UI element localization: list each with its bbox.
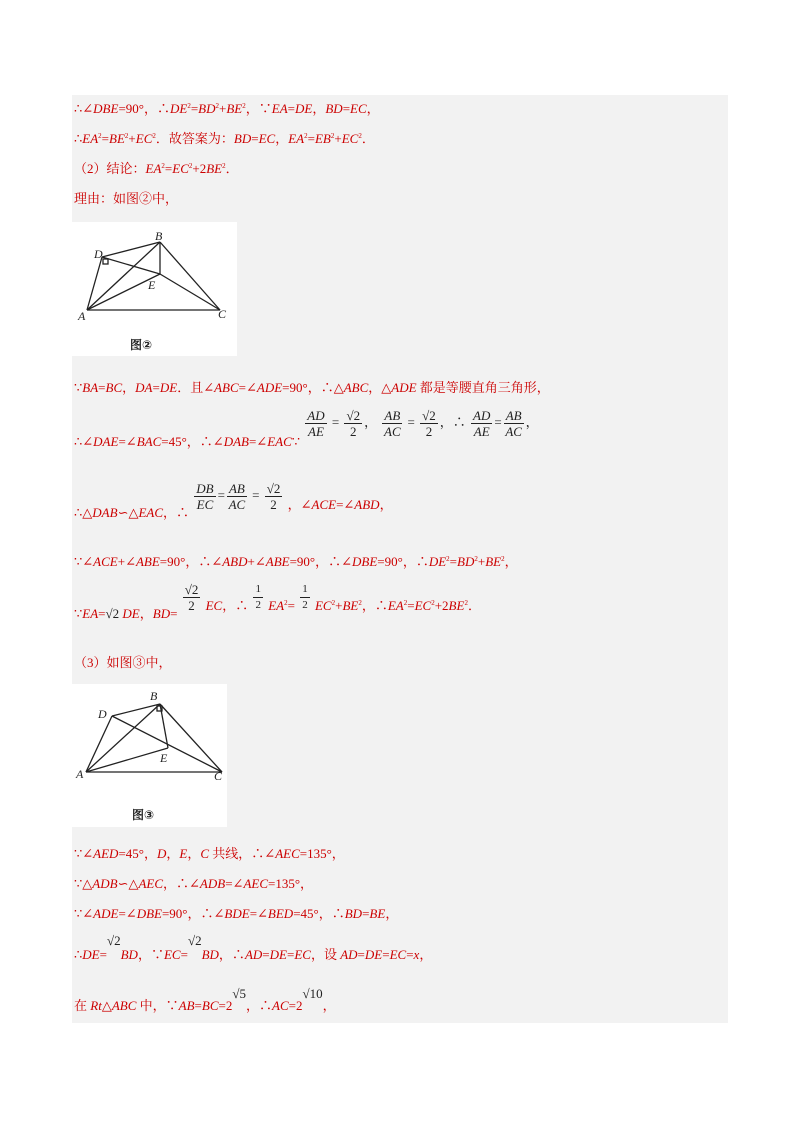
svg-text:C: C [214, 769, 223, 783]
text-line-1: ∴∠DBE=90°，$\therefore DE^2=BD^2+BE^2$，∵EA=DE，BD=EC， [74, 101, 380, 116]
text-line-10: （3）如图③中， [74, 655, 172, 670]
svg-text:A: A [76, 767, 84, 781]
svg-text:E: E [148, 278, 156, 292]
text-line-2: $\therefore EA^2=BE^2+EC^2$．故答案为：BD=EC，$EA^2=EB^2+EC^2$． [74, 131, 375, 146]
svg-text:D: D [94, 247, 103, 261]
text-line-11: ∵∠AED=45°，D，E，C 共线，∴∠AEC=135°， [74, 846, 345, 861]
figure-2-diagram [72, 222, 237, 356]
text-line-12: ∵△ADB∽△AEC，∴∠ADB=∠AEC=135°， [74, 876, 314, 891]
svg-text:D: D [98, 707, 107, 721]
figure-2 [72, 222, 237, 356]
text-line-8: ∵∠ACE+∠ABE=90°，∴∠ABD+∠ABE=90°，∴∠DBE=90°，$\therefore DE^2=BD^2+BE^2$， [74, 554, 518, 569]
text-line-5: ∵BA=BC，DA=DE．且∠ABC=∠ADE=90°，∴△ABC，△ADE 都是等腰直角三角形， [74, 380, 550, 395]
text-line-15: 在 Rt△ABC 中，∵AB=BC=2√5，∴AC=2√10， [74, 986, 336, 1013]
text-line-4: 理由：如图②中， [74, 191, 179, 206]
text-line-7: ∴△DAB∽△EAC，∴ $\frac{DB}{EC}$ = $\frac{AB}{AC}$ = $\frac{√2}{2}$ ，∠ACE=∠ABD， [74, 481, 393, 521]
svg-text:B: B [155, 229, 163, 243]
svg-text:B: B [150, 689, 158, 703]
figure-2-caption: 图② [130, 338, 153, 352]
text-line-13: ∵∠ADE=∠DBE=90°，∴∠BDE=∠BED=45°，∴BD=BE， [74, 906, 399, 921]
svg-text:A: A [78, 309, 86, 323]
figure-3-caption: 图③ [132, 808, 155, 822]
svg-text:E: E [160, 751, 168, 765]
text-line-3: （2）结论：$EA^2=EC^2+2BE^2$． [74, 161, 239, 176]
svg-text:C: C [218, 307, 227, 321]
text-line-9: ∵EA=√2 DE，BD= $\frac{√2}{2}$ EC，∴ $\frac{1}{2}$ $EA^2=$ $\frac{1}{2}$ $EC^2+BE^2$，$\therefore EA^2=EC^2+2BE^2$． [74, 582, 481, 622]
text-line-14: ∴DE=√2BD，∵EC=√2BD，∴AD=DE=EC，设 AD=DE=EC=x， [74, 933, 433, 962]
figure-3 [72, 684, 227, 827]
text-line-6: ∴∠DAE=∠BAC=45°，∴∠DAB=∠EAC∵ $\frac{AD}{AE}$ = $\frac{√2}{2}$ ， $\frac{AB}{AC}$ = $\frac{√2}{2}$ ，∴ $\frac{AD}{AE}$ = $\frac{AB}{AC}$ ， [74, 408, 539, 450]
